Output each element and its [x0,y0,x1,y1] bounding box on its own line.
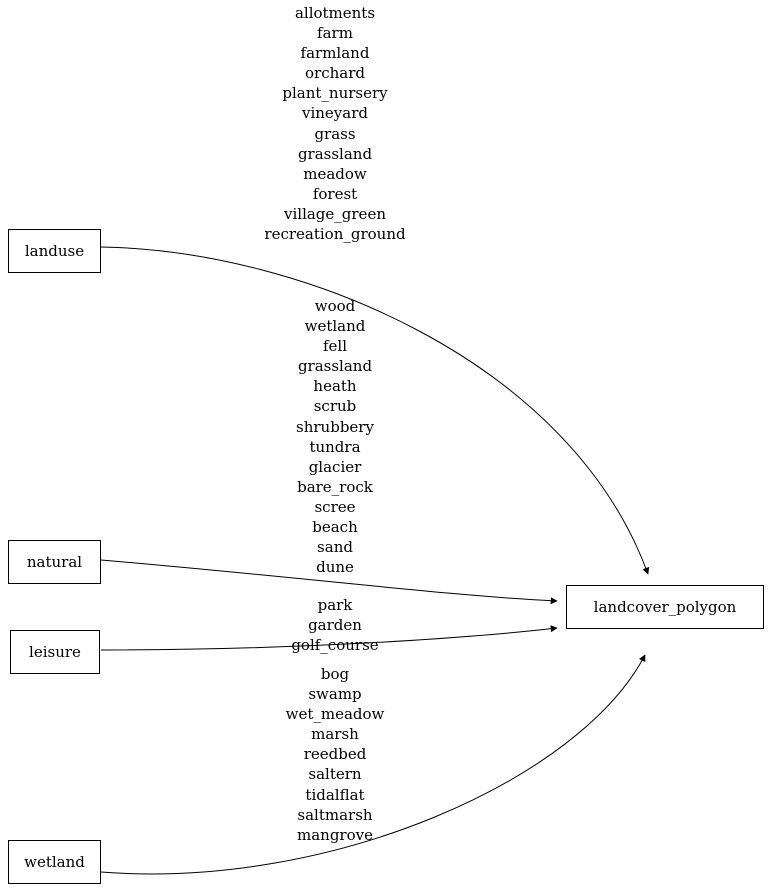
node-wetland-label: wetland [24,853,85,871]
edge-label: park [317,596,353,614]
node-landuse[interactable] [8,229,101,273]
edge-label: orchard [305,64,365,83]
edge-label: allotments [294,4,376,22]
edge-label: shrubbery [296,417,374,436]
node-landcover-polygon[interactable] [566,585,764,629]
edge-label: meadow [303,164,367,183]
edge-labels-wetland [246,664,424,845]
edge-label: farm [317,24,353,43]
edge-label: golf_course [291,636,379,655]
edge-label: grassland [297,357,373,376]
edge-label: bare_rock [297,477,373,496]
edge-label: tundra [309,437,361,456]
edge-label: heath [313,377,357,396]
node-leisure-label: leisure [29,643,81,661]
edge-label: village_green [284,204,386,223]
edge-label: dune [316,558,354,577]
edge-label: sand [317,538,353,557]
edge-label: bog [320,665,350,683]
edge-label: wetland [304,317,366,336]
edge-label: wet_meadow [285,705,385,724]
edge-label: glacier [308,457,362,476]
edge-label: fell [322,337,348,356]
edge-labels-landuse [246,3,424,244]
edge-labels-leisure [246,595,424,655]
edge-label: beach [312,518,358,537]
edge-label: garden [308,616,362,635]
edge-label: scree [314,497,356,516]
edge-label: plant_nursery [282,84,388,103]
edge-label: farmland [300,44,370,63]
node-leisure[interactable] [10,630,100,674]
edge-label: swamp [308,685,362,704]
edge-label: marsh [311,725,359,744]
node-natural[interactable] [8,540,101,584]
edge-labels-natural [246,296,424,577]
edge-label: recreation_ground [264,225,406,244]
edge-label: mangrove [297,825,373,844]
node-landcover-polygon-label: landcover_polygon [593,598,737,616]
node-natural-label: natural [26,553,83,571]
edge-label: vineyard [302,104,368,123]
edge-label: saltmarsh [297,805,373,824]
edge-label: tidalflat [305,785,365,804]
edge-label: saltern [308,765,362,784]
node-landuse-label: landuse [24,242,85,260]
node-wetland[interactable] [8,840,101,884]
edge-label: reedbed [303,745,367,764]
edge-label: grassland [297,144,373,163]
edge-label: scrub [313,397,357,416]
edge-label: forest [312,184,358,203]
edge-label: wood [314,297,356,315]
edge-label: grass [314,124,356,143]
